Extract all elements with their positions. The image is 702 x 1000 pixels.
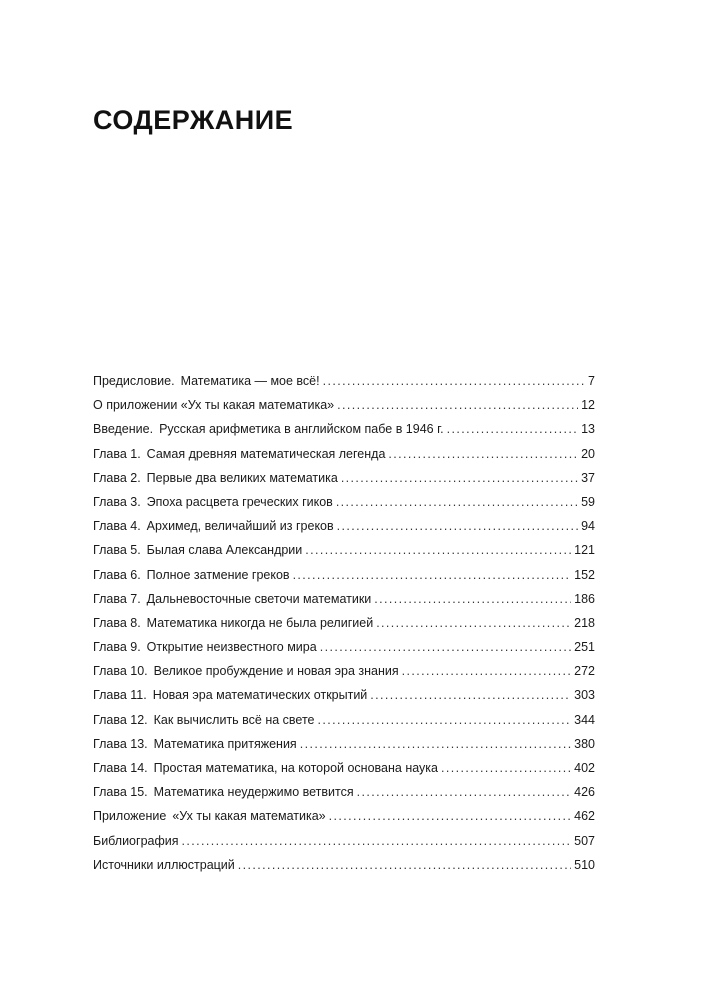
toc-entry-page-number: 12 (581, 398, 595, 413)
dot-leader (357, 780, 572, 804)
toc-entry-label (93, 611, 373, 635)
toc-entry-page-number: 7 (588, 374, 595, 388)
dot-leader (402, 659, 572, 683)
toc-entry (93, 417, 595, 441)
toc-entry-page-number: 186 (574, 591, 595, 606)
toc-entry-page-number: 462 (574, 809, 595, 824)
dot-leader (300, 732, 571, 756)
toc-entry-page-number: 426 (574, 785, 595, 800)
dot-leader (336, 490, 578, 514)
toc-entry-page-number: 218 (574, 615, 595, 630)
toc-entry-prefix: Приложение (93, 809, 167, 824)
toc-entry (93, 659, 595, 683)
toc-entry-page-number: 402 (574, 761, 595, 775)
toc-entry-title: Как вычислить всё на свете (153, 712, 315, 727)
toc-entry (93, 780, 595, 804)
toc-entry-label (93, 829, 179, 853)
dot-leader (317, 708, 571, 732)
dot-leader (341, 466, 578, 490)
toc-entry-prefix: Глава 13. (93, 736, 148, 751)
toc-entry-label (93, 393, 334, 417)
toc-entry-title: Былая слава Александрии (146, 543, 303, 558)
toc-entry-label (93, 659, 399, 683)
table-of-contents (93, 369, 595, 877)
toc-entry-title: Дальневосточные светочи математики (146, 591, 372, 606)
toc-entry (93, 563, 595, 587)
toc-entry-prefix: Глава 3. (93, 494, 141, 509)
toc-entry (93, 587, 595, 611)
toc-entry-prefix: Глава 2. (93, 470, 141, 485)
toc-entry-title: Архимед, величайший из греков (146, 519, 334, 534)
toc-entry-label (93, 514, 334, 538)
dot-leader (238, 853, 571, 877)
toc-entry-title: Новая эра математических открытий (152, 688, 368, 703)
toc-entry-page-number: 59 (581, 494, 595, 509)
toc-entry-page-number: 20 (581, 446, 595, 461)
toc-entry-prefix: Глава 12. (93, 712, 148, 727)
dot-leader (337, 393, 578, 417)
toc-entry-label (93, 490, 333, 514)
toc-entry-page-number: 344 (574, 712, 595, 727)
toc-entry-prefix: Предисловие. (93, 374, 175, 388)
toc-entry-page-number: 303 (574, 688, 595, 703)
dot-leader (370, 683, 571, 707)
toc-entry (93, 538, 595, 562)
toc-entry (93, 732, 595, 756)
toc-entry (93, 635, 595, 659)
toc-entry-title: Открытие неизвестного мира (146, 640, 317, 655)
toc-entry-prefix: Глава 14. (93, 761, 148, 775)
toc-entry (93, 829, 595, 853)
toc-entry-title: Библиография (93, 833, 179, 848)
toc-entry (93, 804, 595, 828)
toc-entry-prefix: Глава 8. (93, 615, 141, 630)
page-title: СОДЕРЖАНИЕ (93, 105, 294, 135)
toc-entry (93, 683, 595, 707)
toc-entry-label (93, 466, 338, 490)
toc-entry-prefix: Введение. (93, 422, 154, 437)
dot-leader (374, 587, 571, 611)
dot-leader (305, 538, 571, 562)
dot-leader (293, 563, 572, 587)
toc-entry-title: Математика никогда не была религией (146, 615, 374, 630)
toc-entry-title: Математика неудержимо ветвится (153, 785, 354, 800)
dot-leader (337, 514, 578, 538)
toc-entry (93, 514, 595, 538)
toc-entry-label (93, 635, 317, 659)
toc-entry (93, 466, 595, 490)
toc-entry-title: «Ух ты какая математика» (172, 809, 326, 824)
toc-entry (93, 442, 595, 466)
dot-leader (320, 635, 571, 659)
dot-leader (182, 829, 572, 853)
toc-entry-prefix: Глава 4. (93, 519, 141, 534)
toc-entry-label (93, 417, 444, 441)
toc-entry-prefix: Глава 9. (93, 640, 141, 655)
toc-entry-page-number: 37 (581, 470, 595, 485)
toc-entry (93, 369, 595, 393)
toc-entry-label (93, 442, 385, 466)
toc-entry-label (93, 369, 320, 393)
toc-entry (93, 490, 595, 514)
toc-entry-label (93, 804, 326, 828)
dot-leader (323, 369, 585, 393)
dot-leader (441, 756, 571, 780)
toc-entry-label (93, 853, 235, 877)
toc-entry-label (93, 708, 314, 732)
toc-entry-label (93, 780, 354, 804)
toc-entry-title: Самая древняя математическая легенда (146, 446, 386, 461)
toc-entry-label (93, 563, 290, 587)
toc-entry-page-number: 272 (574, 664, 595, 679)
toc-entry (93, 611, 595, 635)
toc-entry-page-number: 380 (574, 736, 595, 751)
toc-entry-page-number: 251 (574, 640, 595, 655)
toc-entry-label (93, 756, 438, 780)
toc-entry-prefix: Глава 5. (93, 543, 141, 558)
toc-entry-label (93, 587, 371, 611)
toc-entry-title: Русская арифметика в английском пабе в 1946 г. (159, 422, 444, 437)
toc-entry-label (93, 683, 367, 707)
toc-entry-page-number: 13 (581, 422, 595, 437)
toc-entry-title: Математика притяжения (153, 736, 297, 751)
toc-entry-title: О приложении «Ух ты какая математика» (93, 398, 335, 413)
toc-entry (93, 708, 595, 732)
toc-entry-title: Источники иллюстраций (93, 857, 235, 872)
toc-entry-title: Математика — мое всё! (180, 374, 320, 388)
dot-leader (329, 804, 572, 828)
toc-entry-page-number: 510 (574, 857, 595, 872)
toc-entry (93, 756, 595, 780)
toc-entry (93, 393, 595, 417)
toc-entry-page-number: 507 (574, 833, 595, 848)
toc-entry-prefix: Глава 11. (93, 688, 147, 703)
toc-entry-page-number: 152 (574, 567, 595, 582)
toc-entry-page-number: 94 (581, 519, 595, 534)
toc-entry-prefix: Глава 6. (93, 567, 141, 582)
toc-entry-title: Простая математика, на которой основана наука (153, 761, 438, 775)
toc-entry-prefix: Глава 15. (93, 785, 148, 800)
toc-entry (93, 853, 595, 877)
toc-entry-prefix: Глава 10. (93, 664, 148, 679)
toc-entry-prefix: Глава 1. (93, 446, 141, 461)
toc-entry-page-number: 121 (574, 543, 595, 558)
toc-entry-title: Первые два великих математика (146, 470, 338, 485)
toc-entry-title: Великое пробуждение и новая эра знания (153, 664, 399, 679)
dot-leader (376, 611, 571, 635)
dot-leader (388, 442, 578, 466)
toc-entry-label (93, 732, 297, 756)
toc-entry-label (93, 538, 302, 562)
dot-leader (447, 417, 579, 441)
toc-entry-title: Полное затмение греков (146, 567, 290, 582)
toc-entry-prefix: Глава 7. (93, 591, 141, 606)
toc-entry-title: Эпоха расцвета греческих гиков (146, 494, 333, 509)
